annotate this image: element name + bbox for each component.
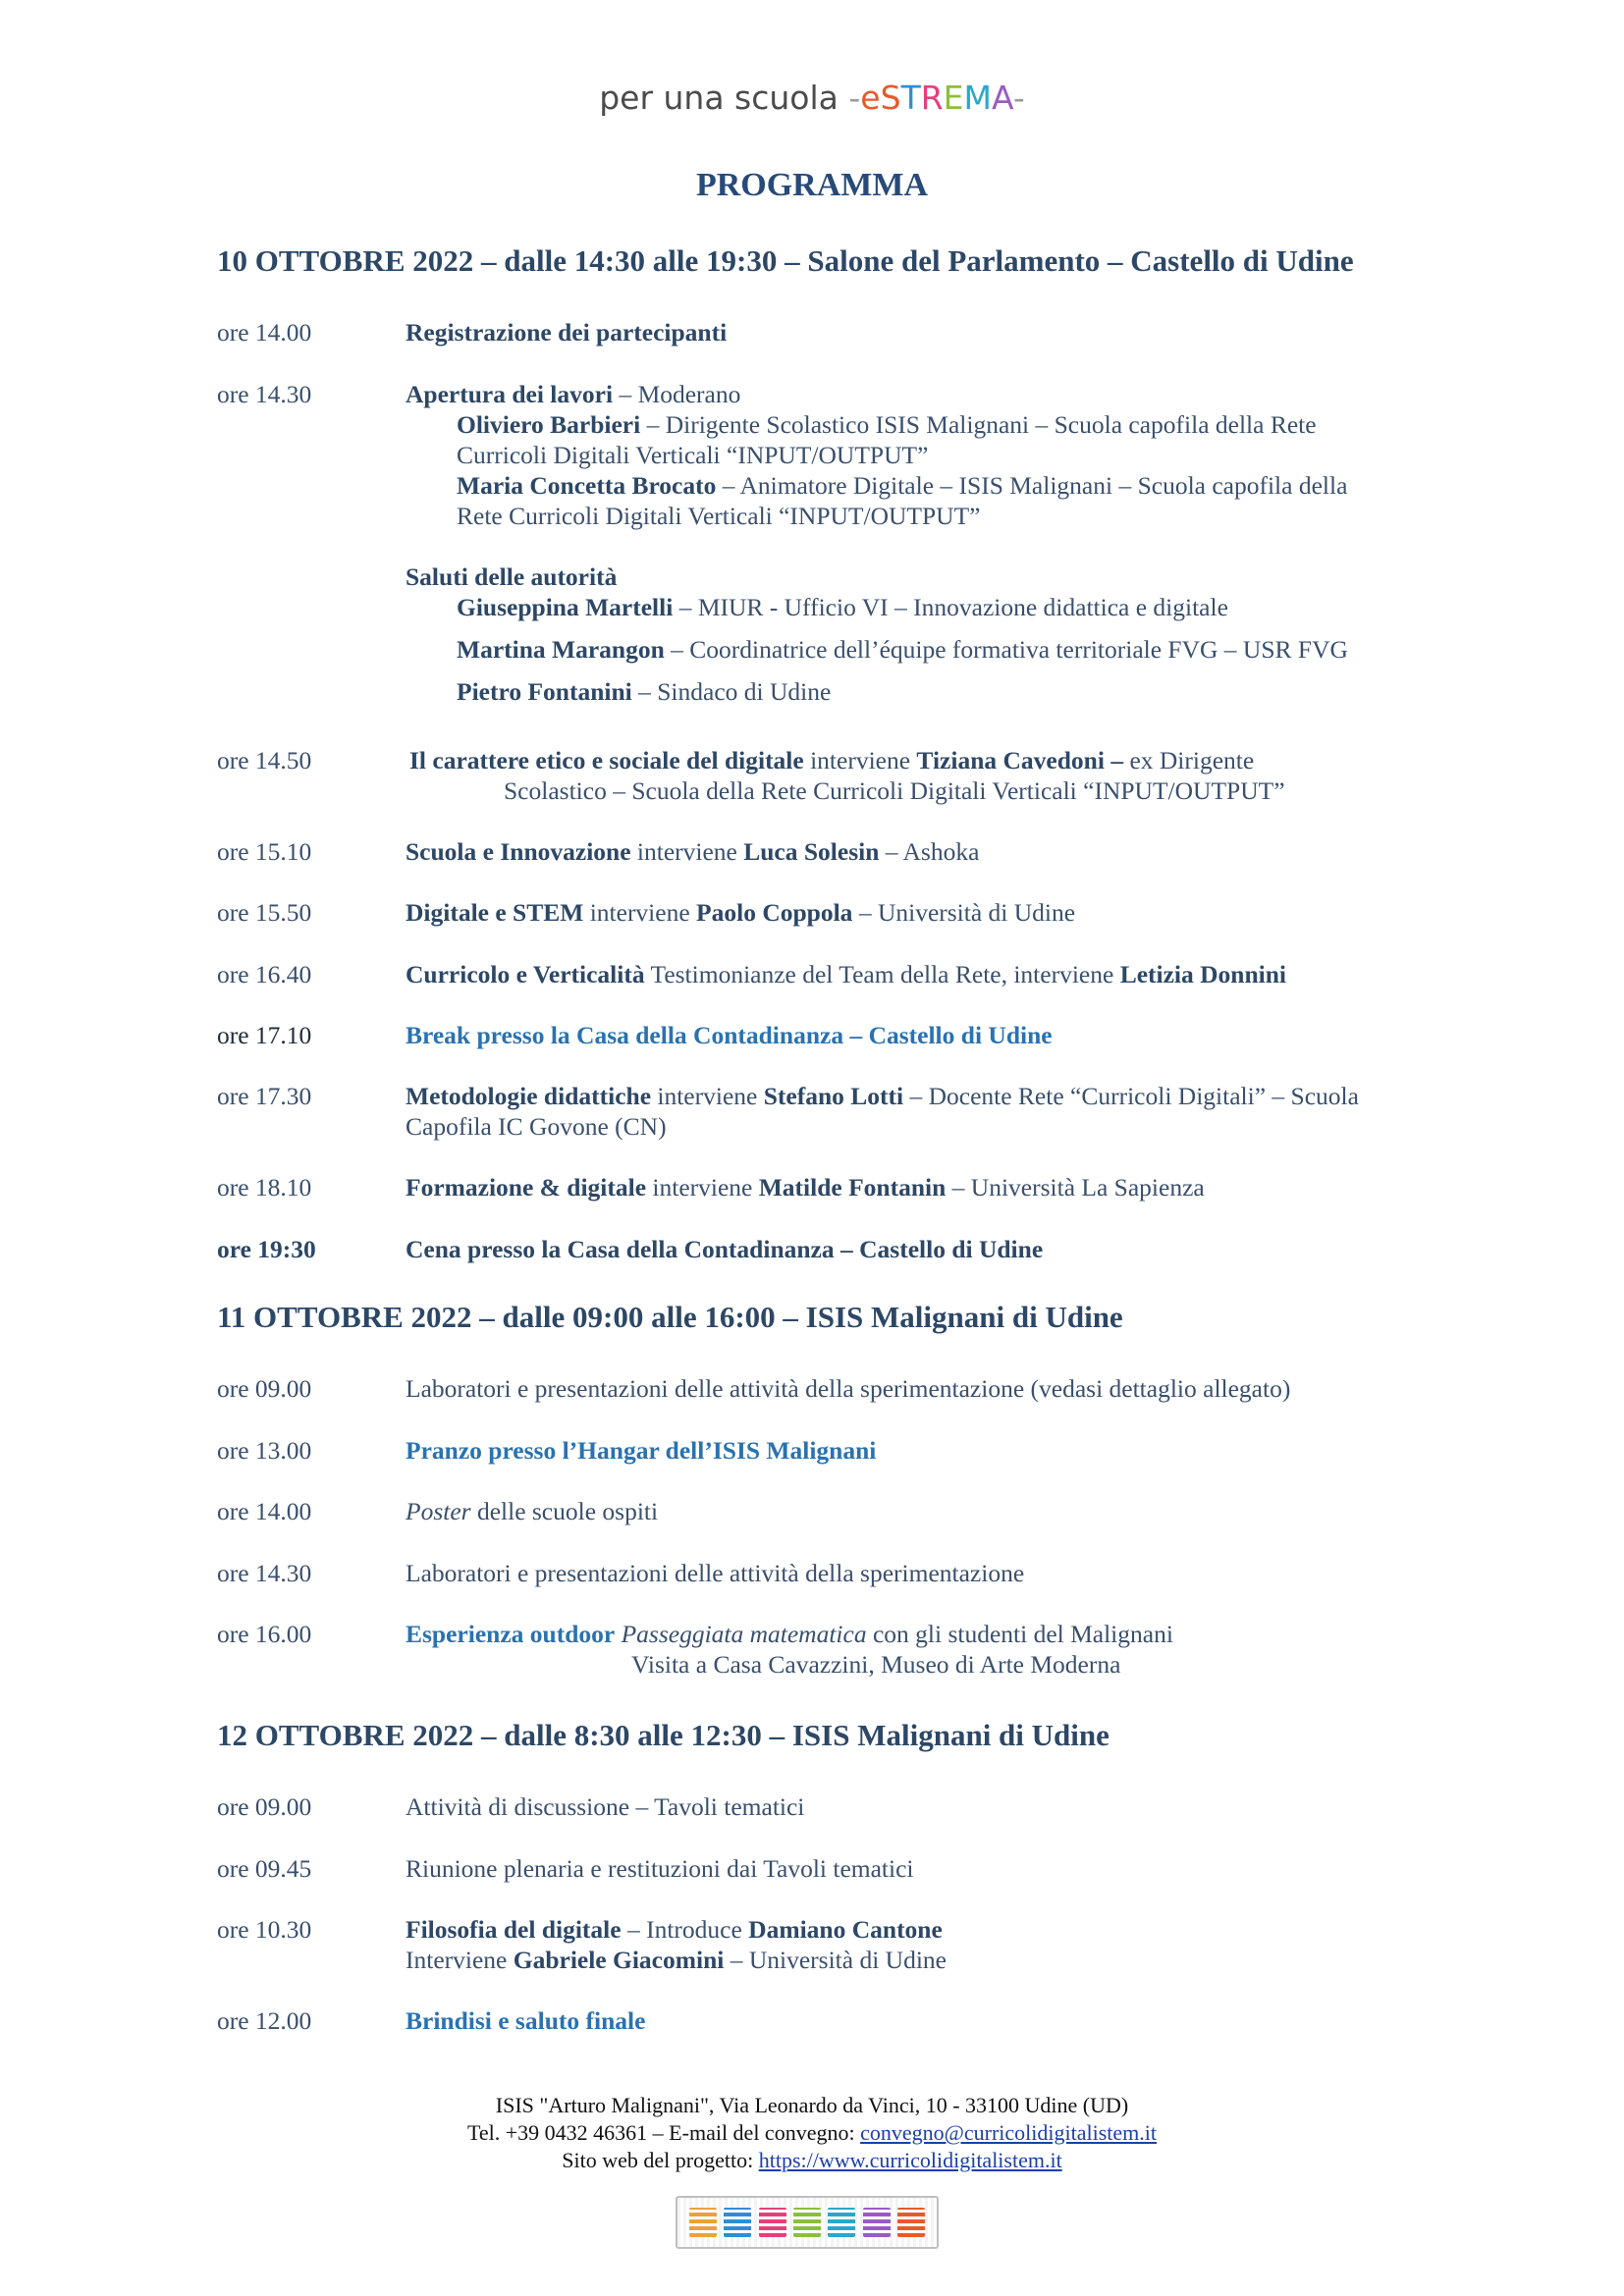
row-time: ore 19:30 xyxy=(217,1235,316,1263)
logo-strip-tile xyxy=(828,2208,855,2237)
row-text: – Università di Udine xyxy=(852,898,1076,927)
row-time: ore 17.30 xyxy=(217,1082,312,1110)
logo-strip-tile xyxy=(759,2208,786,2237)
row-text: Interviene xyxy=(406,1946,514,1974)
row-title: Filosofia del digitale xyxy=(406,1915,622,1944)
row-text: Testimonianze del Team della Rete, interviene xyxy=(644,960,1120,988)
row-text: – Docente Rete “Curricoli Digitali” – Scuola xyxy=(903,1082,1359,1110)
row-text: interviene xyxy=(646,1173,759,1201)
speaker-name: Tiziana Cavedoni – xyxy=(916,746,1124,774)
row-text-cont: Visita a Casa Cavazzini, Museo di Arte Moderna xyxy=(631,1650,1121,1679)
row-time: ore 15.50 xyxy=(217,898,312,927)
speaker-name: Letizia Donnini xyxy=(1119,960,1286,988)
speaker-name: Matilde Fontanin xyxy=(758,1173,947,1201)
row-text: interviene xyxy=(651,1082,764,1110)
row-time: ore 14.00 xyxy=(217,1497,312,1525)
row-title: Curricolo e Verticalità xyxy=(406,960,645,988)
row-text: – Introduce xyxy=(621,1915,749,1944)
speaker-name: Luca Solesin xyxy=(743,837,880,866)
speaker-name: Paolo Coppola xyxy=(696,898,853,927)
row-text: interviene xyxy=(803,746,917,774)
speaker-role: – Dirigente Scolastico ISIS Malignani – Scuola capofila della Rete xyxy=(640,410,1317,439)
row-text: delle scuole ospiti xyxy=(470,1497,659,1525)
footer-web-label: Sito web del progetto: xyxy=(562,2148,759,2172)
row-title: Formazione & digitale xyxy=(406,1173,647,1201)
brindisi-text: Brindisi e saluto finale xyxy=(406,2006,646,2035)
row-title: Registrazione dei partecipanti xyxy=(406,318,728,347)
row-time: ore 09.45 xyxy=(217,1854,312,1883)
email-link[interactable]: convegno@curricolidigitalistem.it xyxy=(860,2120,1157,2145)
logo-letter: M xyxy=(963,79,993,117)
logo-strip-tile xyxy=(897,2208,925,2237)
row-text-cont: Capofila IC Govone (CN) xyxy=(406,1112,667,1141)
website-link[interactable]: https://www.curricolidigitalistem.it xyxy=(758,2148,1062,2172)
authority-name: Martina Marangon xyxy=(457,635,665,664)
row-time: ore 10.30 xyxy=(217,1915,312,1944)
row-text: – Ashoka xyxy=(879,837,980,866)
row-time: ore 18.10 xyxy=(217,1173,312,1201)
authority-name: Giuseppina Martelli xyxy=(457,593,674,621)
row-time: ore 12.00 xyxy=(217,2006,312,2035)
row-time: ore 14.00 xyxy=(217,318,312,347)
row-time: ore 15.10 xyxy=(217,837,312,866)
speaker-role-cont: Rete Curricoli Digitali Verticali “INPUT/OUTPUT” xyxy=(457,502,981,530)
speaker-role-cont: Curricoli Digitali Verticali “INPUT/OUTPUT” xyxy=(457,441,929,469)
day3-heading: 12 OTTOBRE 2022 – dalle 8:30 alle 12:30 – ISIS Malignani di Udine xyxy=(217,1718,1110,1752)
row-text: Laboratori e presentazioni delle attività della sperimentazione xyxy=(406,1559,1025,1587)
pranzo-text: Pranzo presso l’Hangar dell’ISIS Malignani xyxy=(406,1436,877,1465)
saluti-heading: Saluti delle autorità xyxy=(406,562,618,591)
row-time: ore 16.40 xyxy=(217,960,312,988)
row-title: Apertura dei lavori xyxy=(406,380,614,408)
speaker-role: – Animatore Digitale – ISIS Malignani – Scuola capofila della xyxy=(716,471,1348,500)
logo-e: e xyxy=(860,79,881,117)
row-italic: Poster xyxy=(406,1497,471,1525)
day2-heading: 11 OTTOBRE 2022 – dalle 09:00 alle 16:00 – ISIS Malignani di Udine xyxy=(217,1300,1123,1334)
row-title: Metodologie didattiche xyxy=(406,1082,652,1110)
speaker-name: Gabriele Giacomini xyxy=(513,1946,725,1974)
row-time: ore 16.00 xyxy=(217,1620,312,1648)
footer-tel-label: Tel. +39 0432 46361 – E-mail del convegno: xyxy=(467,2120,861,2145)
footer-website-line xyxy=(0,2147,1624,2174)
authority-role: – Sindaco di Udine xyxy=(631,677,832,706)
logo-strip-tile xyxy=(863,2208,891,2237)
speaker-name: Maria Concetta Brocato xyxy=(457,471,717,500)
row-title: Digitale e STEM xyxy=(406,898,584,927)
row-text: – Università di Udine xyxy=(724,1946,947,1974)
estrema-logo-strip xyxy=(676,2196,939,2249)
logo-strip-tile xyxy=(689,2208,717,2237)
footer xyxy=(0,2092,1624,2174)
speaker-name: Stefano Lotti xyxy=(763,1082,904,1110)
speaker-name: Oliviero Barbieri xyxy=(457,410,641,439)
logo-dash-left: - xyxy=(848,79,861,117)
row-time: ore 09.00 xyxy=(217,1374,312,1403)
row-title: Scuola e Innovazione xyxy=(406,837,631,866)
row-time: ore 14.30 xyxy=(217,380,312,408)
logo-prefix: per una scuola xyxy=(599,79,839,117)
row-time: ore 13.00 xyxy=(217,1436,312,1465)
estrema-logo xyxy=(0,79,1624,117)
row-text: interviene xyxy=(630,837,744,866)
row-text: Laboratori e presentazioni delle attività della sperimentazione (vedasi dettaglio allegato) xyxy=(406,1374,1291,1403)
authority-name: Pietro Fontanini xyxy=(457,677,632,706)
authority-role: – Coordinatrice dell’équipe formativa territoriale FVG – USR FVG xyxy=(664,635,1348,664)
row-text: – Università La Sapienza xyxy=(946,1173,1205,1201)
logo-strip-tile xyxy=(724,2208,751,2237)
row-time: ore 09.00 xyxy=(217,1792,312,1821)
cena-text: Cena presso la Casa della Contadinanza – Castello di Udine xyxy=(406,1235,1044,1263)
logo-dash-right: - xyxy=(1012,79,1025,117)
speaker-name: Damiano Cantone xyxy=(748,1915,943,1944)
row-text-cont: Scolastico – Scuola della Rete Curricoli Digitali Verticali “INPUT/OUTPUT” xyxy=(504,776,1285,805)
logo-strip-tile xyxy=(793,2208,821,2237)
logo-letter: E xyxy=(943,79,964,117)
logo-letter: T xyxy=(900,79,921,117)
row-text: Attività di discussione – Tavoli tematici xyxy=(406,1792,805,1821)
authority-role: – MIUR - Ufficio VI – Innovazione didattica e digitale xyxy=(673,593,1228,621)
row-text: interviene xyxy=(583,898,697,927)
row-time: ore 17.10 xyxy=(217,1021,312,1049)
logo-letter: R xyxy=(920,79,944,117)
row-text: con gli studenti del Malignani xyxy=(866,1620,1173,1648)
row-text: Riunione plenaria e restituzioni dai Tavoli tematici xyxy=(406,1854,914,1883)
row-italic: Passeggiata matematica xyxy=(615,1620,867,1648)
footer-contacts xyxy=(0,2119,1624,2147)
page-title: PROGRAMMA xyxy=(695,167,929,203)
logo-letter: A xyxy=(992,79,1013,117)
row-title: Esperienza outdoor xyxy=(406,1620,616,1648)
logo-letters xyxy=(881,79,1013,117)
day1-heading: 10 OTTOBRE 2022 – dalle 14:30 alle 19:30 – Salone del Parlamento – Castello di Udine xyxy=(217,243,1354,278)
row-text: – Moderano xyxy=(613,380,741,408)
row-time: ore 14.30 xyxy=(217,1559,312,1587)
logo-letter: S xyxy=(880,79,901,117)
break-text: Break presso la Casa della Contadinanza – Castello di Udine xyxy=(406,1021,1053,1049)
footer-address: ISIS "Arturo Malignani", Via Leonardo da Vinci, 10 - 33100 Udine (UD) xyxy=(495,2093,1129,2117)
row-time: ore 14.50 xyxy=(217,746,312,774)
row-text: ex Dirigente xyxy=(1123,746,1255,774)
row-title: Il carattere etico e sociale del digitale xyxy=(409,746,804,774)
